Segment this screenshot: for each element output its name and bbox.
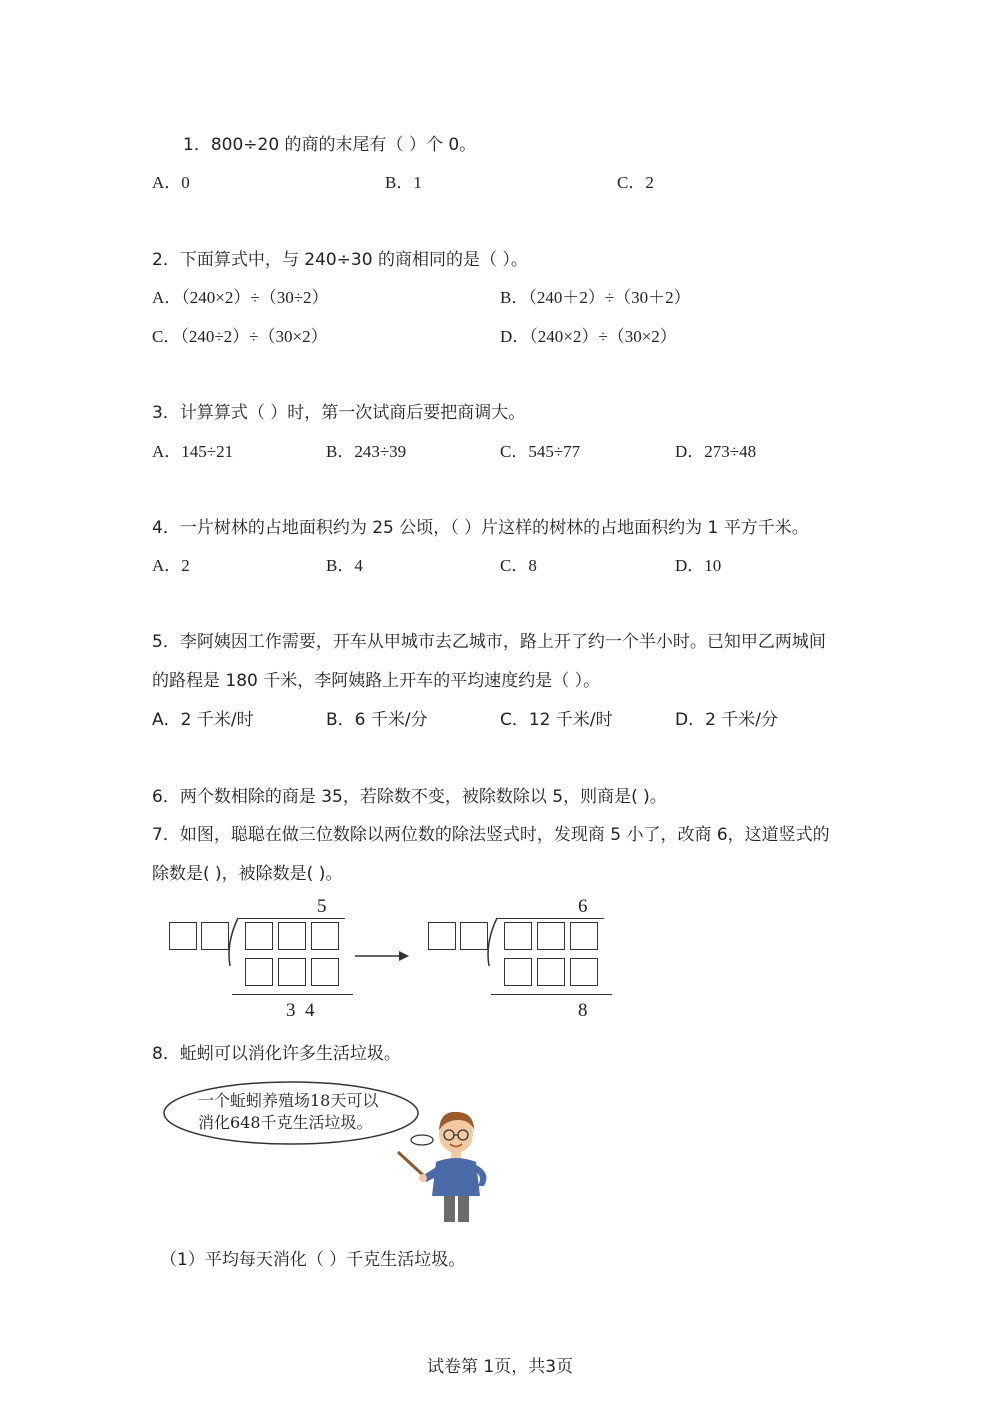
q1-stem: 1．800÷20 的商的末尾有（ ）个 0。 bbox=[183, 135, 477, 155]
left-product-box-2[interactable] bbox=[278, 958, 306, 986]
q8-sub1: （1）平均每天消化（ ）千克生活垃圾。 bbox=[160, 1250, 466, 1270]
q1-option-c[interactable]: C．2 bbox=[617, 173, 654, 192]
q5-option-c[interactable]: C．12 千米/时 bbox=[500, 710, 613, 730]
q5-option-a[interactable]: A．2 千米/时 bbox=[152, 710, 254, 730]
q7-stem-line1: 7．如图，聪聪在做三位数除以两位数的除法竖式时，发现商 5 小了，改商 6，这道竖式的 bbox=[152, 825, 830, 845]
left-product-box-3[interactable] bbox=[311, 958, 339, 986]
q6-stem: 6．两个数相除的商是 35，若除数不变，被除数除以 5，则商是( )。 bbox=[152, 787, 667, 807]
left-divisor-box-1[interactable] bbox=[169, 922, 197, 950]
q5-option-d[interactable]: D．2 千米/分 bbox=[675, 710, 779, 730]
q4-option-a[interactable]: A．2 bbox=[152, 556, 190, 575]
left-quotient-bar bbox=[237, 918, 345, 919]
right-divisor-box-1[interactable] bbox=[428, 922, 456, 950]
left-dividend-box-3[interactable] bbox=[311, 922, 339, 950]
q3-option-c[interactable]: C．545÷77 bbox=[500, 442, 581, 461]
q4-option-d[interactable]: D．10 bbox=[675, 556, 722, 575]
right-divisor-box-2[interactable] bbox=[460, 922, 488, 950]
bubble-line-1: 一个蚯蚓养殖场18天可以 bbox=[198, 1091, 379, 1110]
right-product-box-1[interactable] bbox=[504, 958, 532, 986]
bubble-line-2: 消化648千克生活垃圾。 bbox=[198, 1113, 373, 1132]
right-product-box-2[interactable] bbox=[537, 958, 565, 986]
q1-option-a[interactable]: A．0 bbox=[152, 173, 190, 192]
right-dividend-box-1[interactable] bbox=[504, 922, 532, 950]
right-arrow-icon bbox=[355, 949, 415, 963]
q2-stem: 2．下面算式中，与 240÷30 的商相同的是（ ）。 bbox=[152, 250, 528, 270]
right-division-bracket bbox=[485, 918, 505, 968]
right-subtract-line bbox=[491, 994, 612, 995]
q5-stem-line2: 的路程是 180 千米，李阿姨路上开车的平均速度约是（ ）。 bbox=[152, 671, 601, 691]
q5-option-b[interactable]: B．6 千米/分 bbox=[326, 710, 428, 730]
left-dividend-box-1[interactable] bbox=[245, 922, 273, 950]
right-remainder: 8 bbox=[578, 1000, 588, 1021]
q5-stem-line1: 5．李阿姨因工作需要，开车从甲城市去乙城市，路上开了约一个半小时。已知甲乙两城间 bbox=[152, 632, 826, 652]
q3-option-a[interactable]: A．145÷21 bbox=[152, 442, 234, 461]
q2-option-c[interactable]: C．（240÷2）÷（30×2） bbox=[152, 327, 328, 346]
q3-stem: 3．计算算式（ ）时，第一次试商后要把商调大。 bbox=[152, 403, 526, 423]
right-quotient-bar bbox=[496, 918, 604, 919]
q4-stem: 4．一片树林的占地面积约为 25 公顷，（ ）片这样的树林的占地面积约为 1 平方千米。 bbox=[152, 518, 809, 538]
left-subtract-line bbox=[232, 994, 353, 995]
q8-stem: 8．蚯蚓可以消化许多生活垃圾。 bbox=[152, 1044, 401, 1064]
left-quotient: 5 bbox=[317, 896, 327, 917]
q7-stem-line2: 除数是( )，被除数是( )。 bbox=[152, 864, 343, 884]
right-dividend-box-3[interactable] bbox=[570, 922, 598, 950]
q3-option-d[interactable]: D．273÷48 bbox=[675, 442, 757, 461]
left-dividend-box-2[interactable] bbox=[278, 922, 306, 950]
q3-option-b[interactable]: B．243÷39 bbox=[326, 442, 407, 461]
q4-option-c[interactable]: C．8 bbox=[500, 556, 537, 575]
right-product-box-3[interactable] bbox=[570, 958, 598, 986]
left-product-box-1[interactable] bbox=[245, 958, 273, 986]
q2-option-a[interactable]: A．（240×2）÷（30÷2） bbox=[152, 288, 329, 307]
page-footer: 试卷第 1页，共3页 bbox=[426, 1357, 574, 1377]
q1-option-b[interactable]: B．1 bbox=[385, 173, 422, 192]
teacher-illustration bbox=[392, 1100, 502, 1225]
right-dividend-box-2[interactable] bbox=[537, 922, 565, 950]
q2-option-d[interactable]: D．（240×2）÷（30×2） bbox=[500, 327, 677, 346]
q4-option-b[interactable]: B．4 bbox=[326, 556, 363, 575]
right-quotient: 6 bbox=[578, 896, 588, 917]
left-divisor-box-2[interactable] bbox=[201, 922, 229, 950]
q2-option-b[interactable]: B．（240＋2）÷（30＋2） bbox=[500, 288, 691, 307]
left-division-bracket bbox=[226, 918, 246, 968]
left-remainder: 3 4 bbox=[286, 1000, 315, 1021]
